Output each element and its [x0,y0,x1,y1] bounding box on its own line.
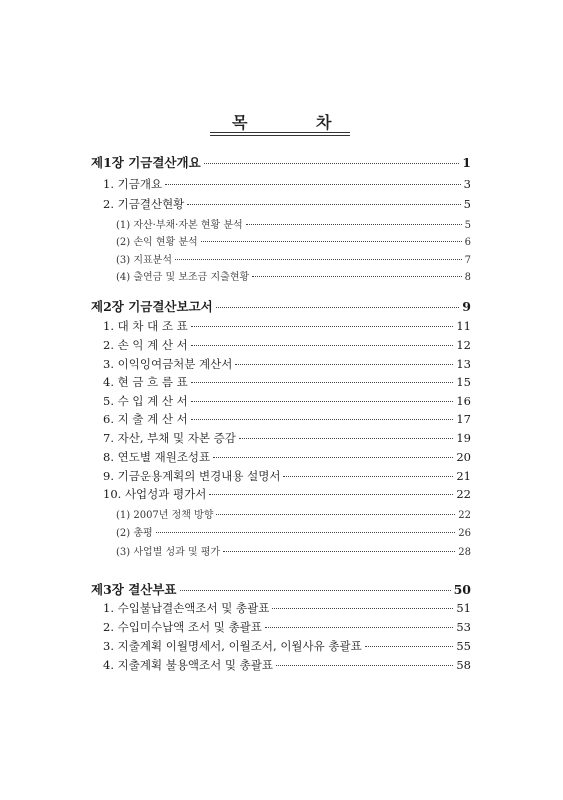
dot-leader [213,456,453,458]
title-right-char: 차 [316,113,332,132]
toc-entry-label: 9. 기금운용계획의 변경내용 설명서 [103,469,281,483]
toc-entry-sub [116,233,471,251]
toc-entry-page: 51 [456,601,471,615]
toc-entry-label: 2. 기금결산현황 [103,197,185,211]
toc-entry-page: 22 [456,487,471,501]
toc-entry-item [103,638,471,656]
title-left-char: 목 [232,113,248,132]
toc-entry-page: 21 [456,469,471,483]
toc-entry-chapter [91,153,471,171]
toc-entry-page: 17 [456,412,471,426]
toc-entry-page: 22 [458,510,471,521]
dot-leader [216,306,460,308]
toc-entry-item [103,657,471,675]
toc-entry-page: 19 [456,431,471,445]
toc-entry-label: 6. 지 출 계 산 서 [103,412,188,426]
dot-leader [175,258,462,260]
toc-entry-page: 5 [463,197,471,211]
toc-entry-sub [116,506,471,524]
toc-entry-sub [116,251,471,269]
toc-entry-page: 15 [456,375,471,389]
toc-entry-sub [116,524,471,542]
toc-entry-label: (1) 자산·부채·자본 현황 분석 [116,220,243,231]
dot-leader [191,400,454,402]
dot-leader [156,531,456,533]
dot-leader [265,626,453,628]
toc-entry-page: 6 [464,237,471,248]
toc-entry-page: 8 [464,272,471,283]
toc-entry-item [103,411,471,429]
toc-entry-sub [116,216,471,234]
toc-entry-page: 5 [464,220,471,231]
dot-leader [246,223,462,225]
toc-entry-label: (4) 출연금 및 보조금 지출현황 [116,272,250,283]
dot-leader [223,550,455,552]
dot-leader [201,240,462,242]
dot-leader [283,475,453,477]
toc-entry-label: 2. 손 익 계 산 서 [103,338,188,352]
toc-entry-item [103,468,471,486]
toc-entry-page: 12 [456,338,471,352]
dot-leader [204,162,460,164]
dot-leader [191,418,454,420]
dot-leader [180,589,451,591]
toc-entry-item [103,337,471,355]
toc-entry-item [103,449,471,467]
toc-entry-item [103,196,471,214]
toc-entry-label: 4. 현 금 흐 름 표 [103,375,188,389]
toc-entry-item [103,393,471,411]
toc-entry-chapter [91,297,471,315]
dot-leader [272,607,453,609]
toc-entry-page: 7 [464,255,471,266]
dot-leader [187,203,460,205]
dot-leader [276,664,453,666]
toc-entry-label: 5. 수 입 계 산 서 [103,394,188,408]
toc-entry-label: 2. 수입미수납액 조서 및 총괄표 [103,620,262,634]
toc-entry-label: 제2장 기금결산보고서 [91,299,213,314]
toc-entry-sub [116,543,471,561]
dot-leader [191,344,454,346]
toc-entry-page: 20 [456,450,471,464]
toc-entry-label: 8. 연도별 재원조성표 [103,450,211,464]
toc-entry-page: 3 [463,177,471,191]
toc-entry-page: 16 [456,394,471,408]
toc-entry-label: 제1장 기금결산개요 [91,155,201,170]
dot-leader [191,325,454,327]
toc-entry-page: 1 [462,155,471,170]
toc-entry-label: 1. 기금개요 [103,177,163,191]
dot-leader [209,493,453,495]
toc-entry-label: 1. 대 차 대 조 표 [103,319,188,333]
toc-entry-label: 3. 이익잉여금처분 계산서 [103,357,233,371]
toc-entry-page: 11 [456,319,471,333]
toc-entry-page: 28 [458,547,471,558]
toc-entry-page: 50 [453,582,471,597]
toc-entry-label: (3) 지표분석 [116,255,172,266]
toc-entry-page: 58 [456,658,471,672]
dot-leader [235,363,453,365]
toc-entry-label: 3. 지출계획 이월명세서, 이월조서, 이월사유 총괄표 [103,639,362,653]
toc-entry-page: 13 [456,357,471,371]
toc-entry-item [103,600,471,618]
toc-entry-item [103,356,471,374]
toc-entry-label: (2) 총평 [116,528,153,539]
toc-entry-item [103,430,471,448]
toc-entry-page: 53 [456,620,471,634]
toc-entry-item [103,318,471,336]
toc-entry-item [103,619,471,637]
toc-entry-page: 9 [462,299,471,314]
toc-entry-label: 4. 지출계획 불용액조서 및 총괄표 [103,658,274,672]
dot-leader [239,437,453,439]
toc-entry-label: 10. 사업성과 평가서 [103,487,207,501]
toc-entry-page: 26 [458,528,471,539]
toc-entry-label: (2) 손익 현황 분석 [116,237,198,248]
toc-entry-page: 55 [456,639,471,653]
toc-entry-sub [116,268,471,286]
toc-entry-label: 7. 자산, 부채 및 자본 증감 [103,431,236,445]
dot-leader [216,513,455,515]
dot-leader [191,381,454,383]
toc-entry-item [103,374,471,392]
toc-entry-item [103,486,471,504]
toc-entry-chapter [91,580,471,598]
toc-entry-label: (1) 2007년 정책 방향 [116,510,214,521]
toc-entry-item [103,176,471,194]
toc-entry-label: (3) 사업별 성과 및 평가 [116,547,221,558]
dot-leader [365,645,454,647]
dot-leader [252,275,461,277]
dot-leader [165,183,461,185]
toc-entry-label: 제3장 결산부표 [91,582,177,597]
toc-entry-label: 1. 수입불납결손액조서 및 총괄표 [103,601,270,615]
